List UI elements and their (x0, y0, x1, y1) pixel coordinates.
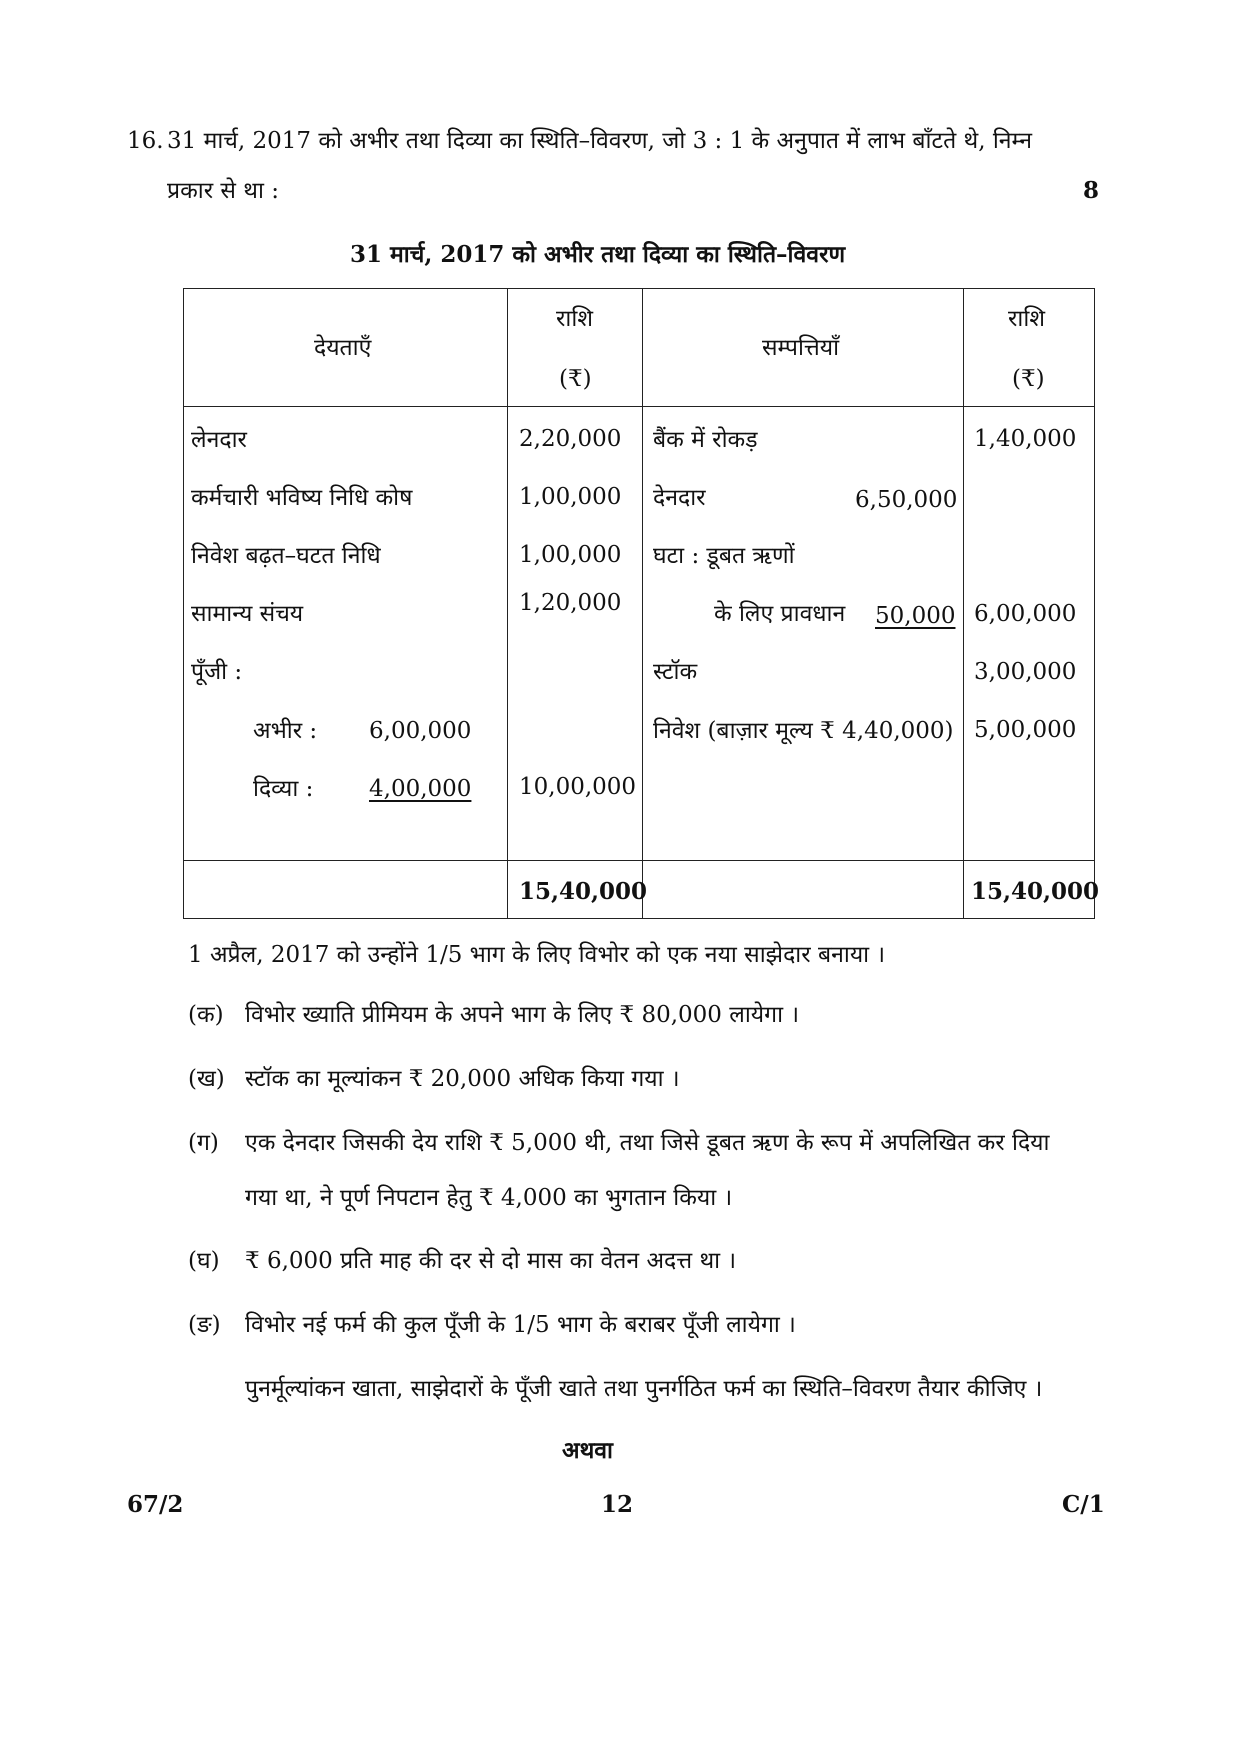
item-text: एक देनदार जिसकी देय राशि ₹ 5,000 थी, तथा जिसे डूबत ऋण के रूप में अपलिखित कर दिया (245, 1130, 1050, 1156)
asset-amount-net-debtors: 6,00,000 (974, 601, 1077, 627)
asset-label-debtors: देनदार (653, 485, 706, 511)
item-key: (ङ) (188, 1312, 221, 1338)
asset-label-provision: के लिए प्रावधान (714, 601, 846, 627)
intro-text: 1 अप्रैल, 2017 को उन्होंने 1/5 भाग के लिए विभोर को एक नया साझेदार बनाया । (188, 942, 886, 968)
item-key: (घ) (188, 1248, 220, 1274)
asset-debtors-value: 6,50,000 (855, 487, 958, 513)
capital-total: 10,00,000 (519, 774, 637, 800)
capital-partner-value: 4,00,000 (369, 776, 472, 802)
total-liabilities: 15,40,000 (519, 878, 648, 905)
header-divider (183, 406, 1095, 407)
or-divider: अथवा (562, 1437, 614, 1464)
header-amount-2: राशि (1008, 306, 1045, 332)
col-line-4 (1094, 288, 1095, 919)
header-amount-1: राशि (556, 306, 593, 332)
question-text-line2: प्रकार से था : (167, 178, 279, 204)
item-key: (क) (188, 1002, 224, 1028)
asset-label-less: घटा : डूबत ऋणों (653, 543, 795, 569)
header-liabilities: देयताएँ (314, 335, 372, 361)
asset-amount-investment: 5,00,000 (974, 717, 1077, 743)
liability-amount: 1,00,000 (519, 484, 622, 510)
col-line-3 (963, 288, 964, 919)
capital-partner-value: 6,00,000 (369, 718, 472, 744)
instruction-text: पुनर्मूल्यांकन खाता, साझेदारों के पूँजी खाते तथा पुनर्गठित फर्म का स्थिति–विवरण तैयार कीजिए । (245, 1376, 1043, 1402)
asset-amount-cash: 1,40,000 (974, 426, 1077, 452)
liability-label: सामान्य संचय (191, 601, 304, 627)
liability-amount: 1,00,000 (519, 542, 622, 568)
asset-label-stock: स्टॉक (653, 659, 698, 685)
item-text-continued: गया था, ने पूर्ण निपटान हेतु ₹ 4,000 का भुगतान किया । (245, 1185, 733, 1211)
item-text: विभोर नई फर्म की कुल पूँजी के 1/5 भाग के बराबर पूँजी लायेगा । (245, 1312, 796, 1338)
col-line-2 (642, 288, 643, 919)
liability-label: लेनदार (191, 427, 247, 453)
liability-label: निवेश बढ़त–घटत निधि (191, 543, 381, 569)
balance-sheet-table (183, 288, 1100, 919)
item-key: (ग) (188, 1130, 219, 1156)
col-line-0 (183, 288, 184, 919)
capital-partner-name: अभीर : (253, 718, 318, 744)
table-border-top (183, 288, 1095, 289)
liability-label: कर्मचारी भविष्य निधि कोष (191, 485, 413, 511)
liability-amount: 2,20,000 (519, 426, 622, 452)
liability-amount: 1,20,000 (519, 590, 622, 616)
footer-set: C/1 (1062, 1491, 1105, 1518)
total-assets: 15,40,000 (971, 878, 1100, 905)
item-key: (ख) (188, 1066, 225, 1092)
table-border-bottom (183, 918, 1095, 919)
capital-label: पूँजी : (191, 659, 243, 685)
page-number: 12 (601, 1491, 634, 1518)
header-currency-2: (₹) (1012, 366, 1045, 392)
asset-label-investment: निवेश (बाज़ार मूल्य ₹ 4,40,000) (653, 718, 954, 744)
table-title: 31 मार्च, 2017 को अभीर तथा दिव्या का स्थिति–विवरण (350, 241, 846, 268)
asset-provision-value: 50,000 (875, 603, 956, 629)
footer-code: 67/2 (127, 1491, 184, 1518)
asset-amount-stock: 3,00,000 (974, 659, 1077, 685)
header-assets: सम्पत्तियाँ (762, 335, 840, 361)
item-text: विभोर ख्याति प्रीमियम के अपने भाग के लिए ₹ 80,000 लायेगा । (245, 1002, 800, 1028)
header-currency-1: (₹) (559, 366, 592, 392)
item-text: ₹ 6,000 प्रति माह की दर से दो मास का वेतन अदत्त था । (245, 1248, 737, 1274)
col-line-1 (507, 288, 508, 919)
total-divider (183, 860, 1095, 861)
capital-partner-name: दिव्या : (253, 776, 314, 802)
question-text-line1: 31 मार्च, 2017 को अभीर तथा दिव्या का स्थिति–विवरण, जो 3 : 1 के अनुपात में लाभ बाँटते थे, निम्न (167, 128, 1033, 154)
item-text: स्टॉक का मूल्यांकन ₹ 20,000 अधिक किया गया । (245, 1066, 680, 1092)
question-number: 16. (127, 128, 164, 154)
marks: 8 (1083, 177, 1100, 204)
asset-label-cash: बैंक में रोकड़ (653, 427, 758, 453)
